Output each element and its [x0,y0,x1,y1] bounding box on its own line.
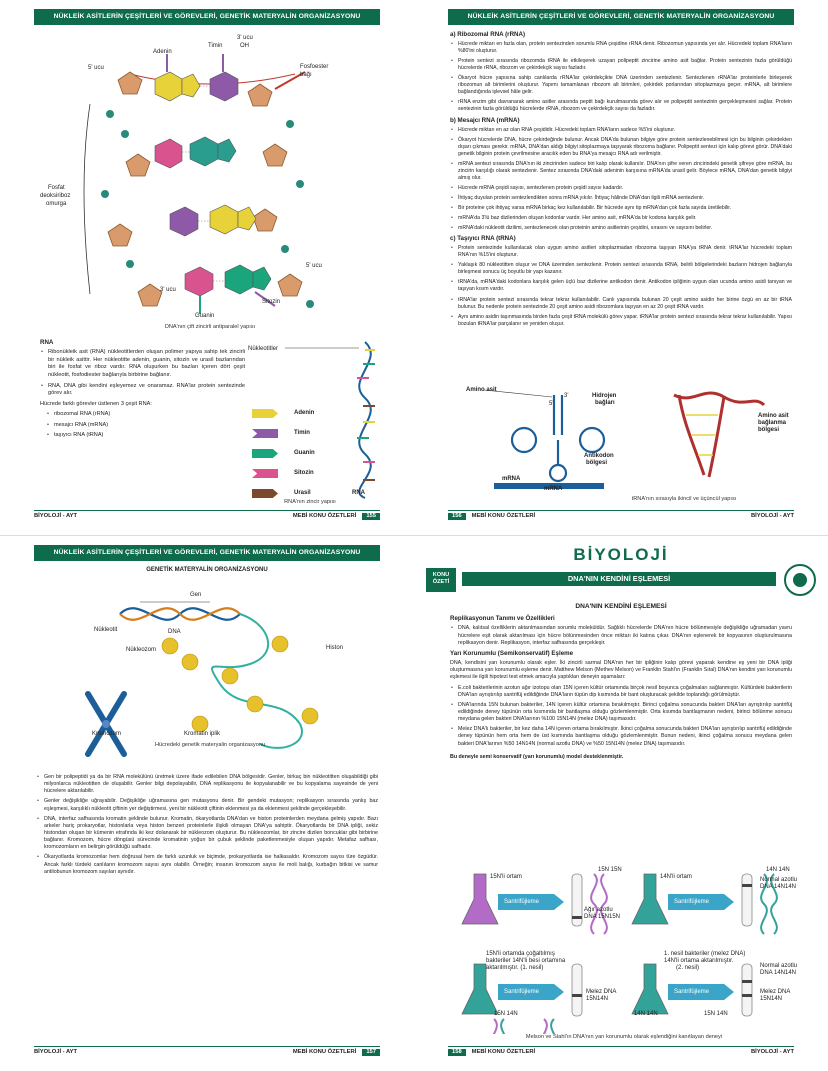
fig-nesil2-b: 14N'li ortama aktarılmıştır. [664,958,734,964]
label-timin: Timin [208,43,223,49]
rna-paragraph: • RNA, DNA gibi kendini eşleyemez ve onaramaz. RNA'lar protein sentezinde görev alır. [40,383,245,398]
genetic-item: • Gen bir polipeptidi ya da bir RNA molekülünü üretmek üzere ifade edilebilen DNA bölgesidir. Genler, birkaç bin nükleotitten oluşabildiği gibi milyonlarca nükleotitten de oluşabilir. Genler bilgi depolayabilir, DNA replikasyonu ile kopyalanabilir ve bu kopyalama sayesinde de yeni hücrelere aktarılabilir. [36,774,378,795]
arrow-icon [252,449,278,458]
legend-item-sitozin [252,465,332,485]
arrow-icon [252,469,278,478]
footer-series: MEBİ KONU ÖZETLERİ [292,512,357,519]
trna-item: • Yaklaşık 80 nükleotitten oluşur ve DNA üzerinden sentezlenir. Protein sentezi sırasında tRNA, belirli bölgelerindeki bazların hidrojen bağlarıyla birleşmesi sonucu üç boyutlu bir yapı kazanır. [450,262,792,276]
arrow-icon [252,489,278,498]
genetic-item: • DNA, interfaz safhasında kromatin şeklinde bulunur. Kromatin, ökaryotlarda DNA'dan ve histon proteinlerden meydana gelmiş yapıdır. Bazı arkeler hariç prokaryotlar, histonlarla veya histon benzeri proteinlerle ilişkili olmayan DNA'ya sahiptir. Ökaryotlarda bir DNA ipliği, sekiz histondan oluşan bir kümenin etrafında iki kez dolanarak bir nükleozom oluşturur. Bu nükleozomlar, bir zincire dizilen boncuklar gibi birbirine bağlanır. Kromozom, hücre döngüsü sürecinde kromatinin yoğun bir çubuk şeklinde paketlenmesiyle oluşan yapıdır. Metafaz safhası, kromozomların en belirgin görüldüğü safhadır. [36,816,378,852]
s2-item: • E.coli bakterilerinin azotun ağır izotopu olan 15N içeren kültür ortamında birçok nesil boyunca çoğalmaları sağlanmıştır. Kültürdeki bakterilerin DNA'ları ayrıştırılıp santrifüj edildiğinde DNA'ların tüpün dip kısmında bir bant oluşturacak şekilde toplandığı görülmüştür. [450,685,792,699]
label-fosfoester: Fosfoester [300,64,329,70]
rna-list-intro: Hücrede farklı görevler üstlenen 3 çeşit RNA: [40,400,152,407]
mrna-heading: b) Mesajcı RNA (mRNA) [450,116,520,124]
fig-melez-2: Melez DNA [760,989,791,995]
konu-line-2: ÖZETİ [432,579,450,585]
label-guanin: Guanin [195,313,215,319]
label-baglari: bağları [595,400,615,406]
replication-text [450,612,792,764]
mrna-list [450,127,792,232]
fig-cogaltilmis-1: 15N'li ortamda çoğaltılmış [486,951,555,957]
konu-line-1: KONU [432,572,450,578]
label-kromatin: Kromatin iplik [184,731,221,737]
legend-label: Adenin [294,410,315,416]
rna-paragraph-list [40,349,245,397]
fig-dna-1414: DNA 14N14N [760,884,797,890]
label-5-ucu-bottom: 5' ucu [306,263,322,269]
fig-n15n15: 15N 15N [598,867,622,873]
label-dna: DNA [168,629,181,635]
genetic-caption: Hücredeki genetik materyalin organizasyonu [154,742,266,748]
fig-nesil2-a: 1. nesil bakteriler (melez DNA) [664,951,746,957]
page-header-bar: NÜKLEİK ASİTLERİN ÇEŞİTLERİ VE GÖREVLERİ, GENETİK MATERYALİN ORGANİZASYONU [34,9,380,25]
s2-item: • Melez DNA'lı bakteriler, bir kez daha 14N içeren ortama bırakılmıştır. İkinci çoğalma sonucunda bakteri DNA'ları ayrıştırılıp santrifüj edildiğinde deney tüpünün hem orta hem de üst kısmında bantlaşma olduğu gözlemlenmiştir. Bunun nedeni, ikinci çoğalma sonucu meydana gelen bakteri DNA'larının %50 14N14N (normal azotlu DNA) ve %50 15N14N (melez DNA) taşımasıdır. [450,726,792,747]
s1-heading: Replikasyonun Tanımı ve Özellikleri [450,615,555,622]
nucleotide-legend [252,405,332,505]
label-deoksiriboz: deoksiriboz [40,193,71,199]
fig-n14-ortam: 14N'li ortam [660,874,692,880]
fig-melez-2b: 15N14N [760,996,783,1002]
trna-caption: tRNA'nın sırasıyla ikincil ve üçüncül yapısı [631,496,737,502]
rrna-item: • rRNA enzim gibi davranarak amino asitler arasında peptit bağı kurulmasında görev alır ve polipeptit sentezinin gerçekleşmesini sağlar. Protein sentezinin fazla görüldüğü hücrelerde rRNA, ribozom ve çekirdekçik sayısı da fazladır. [450,99,792,113]
page-number: 155 [362,513,380,521]
label-adenin: Adenin [153,49,172,55]
legend-label: Urasil [294,490,311,496]
label-nukleotit: Nükleotit [94,627,118,633]
section-title: DNA'NIN KENDİNİ EŞLEMESİ [575,603,667,610]
footer-series: MEBİ KONU ÖZETLERİ [292,1048,357,1055]
rrna-heading: a) Ribozomal RNA (rRNA) [450,31,526,38]
rna-type-item: • ribozomal RNA (rRNA) [46,411,245,419]
footer-subject: BİYOLOJİ - AYT [750,1048,794,1055]
fig-n15n14-b: 15N 14N [704,1011,728,1017]
legend-label: Timin [294,430,310,436]
rna-paragraph: • Ribonükleik asit (RNA) nükleotitlerden oluşan polimer yapıya sahip tek zincirli bir nükleik asittir. Her nükleotitte adenin, guanin, sitozin ve urasil bazlarından biri ile fosfat ve riboz vardır. RNA oluşurken bu bazları içeren dört çeşit nükleotit, fosfodiester bağlarıyla birbirine bağlanır. [40,349,245,379]
rna-types-list [40,411,245,440]
label-5-ucu: 5' ucu [88,65,104,71]
page-footer [34,1046,380,1058]
label-nukleozom: Nükleozom [126,647,157,653]
trna-item: • Aynı amino asidin taşınmasında birden fazla çeşit tRNA molekülü görev yapar. tRNA'lar protein sentezi sırasında tekrar tekrar kullanılabilir. Yapısı bozulan tRNA'lar parçalanır ve yeniden oluşur. [450,314,792,328]
fig-n14n14-b: 14N 14N [634,1011,658,1017]
footer-subject: BİYOLOJİ - AYT [34,512,78,519]
label-bagi: bağı [300,72,312,78]
label-hidrojen: Hidrojen [592,393,617,399]
trna-item: • tRNA'lar protein sentezi sırasında tekrar tekrar kullanılabilir. Canlı yapısında bulunan 20 çeşit amino asidin her birine özgü en az bir tRNA bulunur. Bu nedenle protein sentezinde 20 çeşit amino asidi ribozomlara taşıyan en az 20 çeşit tRNA vardır. [450,297,792,311]
label-kromozom: Kromozom [92,731,122,737]
rrna-list [450,41,792,113]
page-157 [0,536,414,1071]
footer-subject: BİYOLOJİ - AYT [34,1048,78,1055]
label-aa-baglanma-3: bölgesi [758,427,780,433]
mrna-item: • Hücrede miktarı en az olan RNA çeşididir. Hücredeki toplam RNA'ların sadece %5'ini oluşturur. [450,127,792,134]
label-fosfat: Fosfat [48,185,65,191]
footer-subject: BİYOLOJİ - AYT [750,512,794,519]
mrna-item: • Ökaryot hücrelerde DNA, hücre çekirdeğinde bulunur. Ancak DNA'da bulunan bilgiye göre protein sentezlenebilmesi için bu bilginin çekirdekten dışarı çıkması gerekir. mRNA, DNA'dan aldığı bilgiyi sitoplazmaya taşıyarak ribozoma bağlanır. Polipeptit sentezi için kalıp görevi görür. DNA'daki genetik bilginin protein çevrilmesine aracılık eden bu RNA'ya mesajcı RNA adı verilmiştir. [450,137,792,158]
fig-melez-1: Melez DNA [586,989,617,995]
page-footer [448,510,794,522]
trna-item: • tRNA'da, mRNA'daki kodonlara karşılık gelen üçlü baz dizilerine antikodon denir. Antikodon ipliğinin uygun olan ucunda amino asidi tanıyan ve taşıyan kısım vardır. [450,279,792,293]
label-3-prime: 3' [564,393,569,399]
fig-n14n14: 14N 14N [766,867,790,873]
dna-caption: DNA'nın çift zincirli antiparalel yapısı [164,324,256,330]
fig-santrifuj-3: Santrifüjleme [504,989,540,995]
page-number: 157 [362,1049,380,1057]
label-mrna-2: mRNA [544,486,563,492]
mrna-item: • Hücrede mRNA çeşidi sayısı, sentezlenen protein çeşidi sayısı kadardır. [450,185,792,192]
label-oh: OH [240,43,249,49]
mrna-item: • mRNA'daki nükleotit dizilimi, sentezlenecek olan proteinin amino asitlerinin çeşidini, sırasını ve sayısını belirler. [450,225,792,232]
mrna-item: • mRNA'da 3'lü baz dizilerinden oluşan kodonlar vardır. Her amino asit, mRNA'da bir kodona karşılık gelir. [450,215,792,222]
fig-n15n14: 15N 14N [494,1011,518,1017]
fig-dna-1515: DNA 15N15N [584,914,621,920]
s2-item: • DNA'larında 15N bulunan bakteriler, 14N içeren kültür ortamına bırakılmıştır. Birinci çoğalma sonucunda bakteri DNA'ları ayrıştırılıp santrifüj edildiğinde deney tüpünün orta kısmında bir bantlaşma olduğu gözlemlenmiştir. Orta kısımda bantlaşmanın nedeni, birinci bölünme sonucu meydana gelen bakteri DNA'larının %100 15N14N (melez DNA) taşımasıdır. [450,702,792,723]
legend-item-guanin [252,445,332,465]
s2-list [450,685,792,748]
rrna-item: • Ökaryot hücre yapısına sahip canlılarda rRNA'lar çekirdekçikte DNA üzerinden sentezlenir. Sentezlenen rRNA'lar proteinlerle birleşerek ribozomun alt birimlerini oluşturur. Yapımı tamamlanan ribozom alt birimleri, çekirdek porlarından sitoplazmaya geçer. mRNA, alt birimlere bağlandığında işlevsel hâle gelir. [450,75,792,96]
mrna-item: • mRNA sentezi sırasında DNA'nın iki zincirinden sadece biri kalıp olarak kullanılır. DNA'nın şifre veren zincirindeki genetik şifreye göre mRNA, bu zincirin karşılığı olarak sentezlenir. Sentez sırasında DNA'daki adeninin karşısına mRNA'da urasil gelir. Böylece mRNA, DNA'dan genetik bilgiyi almış olur. [450,161,792,182]
konu-ozeti-tag [426,568,456,592]
mrna-item: • İhtiyaç duyulan protein sentezlendikten sonra mRNA yıkılır. İhtiyaç hâlinde DNA'dan ilgili mRNA sentezlenir. [450,195,792,202]
legend-label: Guanin [294,450,315,456]
figure-title: GENETİK MATERYALİN ORGANİZASYONU [146,567,268,573]
genetic-item: • Ökaryotlarda kromozomlar hem doğrusal hem de farklı uzunluk ve biçimde, prokaryotlarda ise halkasaldır. Kromozom sayısı türe özgüdür. Ancak farklı türdeki canlıların kromozom sayısı aynı olabilir. Örneğin; insanın kromozom sayısı ile moli balığı, kurbağın bitkisi ve samur antilobunun kromozom sayıları aynıdır. [36,854,378,875]
rna-heading: RNA [40,339,54,346]
footer-series: MEBİ KONU ÖZETLERİ [471,1048,536,1055]
page-155 [0,0,414,535]
legend-item-adenin [252,405,332,425]
fig-agir-azotlu: Ağır azotlu [584,907,613,913]
fig-n15-ortam: 15N'li ortam [490,874,522,880]
brand-title: BİYOLOJİ [573,545,669,564]
conclusion: Bu deneyle semi konservatif (yarı korunumlu) model desteklenmiştir. [450,753,624,760]
fig-normal-azotlu: Normal azotlu [760,877,798,883]
rna-caption: RNA'nın zincir yapısı [284,499,336,505]
fig-santrifuj-2: Santrifüjleme [674,899,710,905]
topic-band: DNA'NIN KENDİNİ EŞLEMESİ [462,572,776,586]
label-antikodon: Antikodon [584,453,614,459]
label-sitozin: Sitozin [262,299,281,305]
label-aa-baglanma-2: bağlanma [758,420,787,426]
rna-type-item: • taşıyıcı RNA (tRNA) [46,432,245,440]
page-158 [414,536,828,1071]
s2-intro: DNA, kendisini yarı korunumlu olarak eşler. İki zincirli sarmal DNA'nın her bir ipliğinin kalıp görevi yaparak kendine eş yeni bir DNA ipliği oluşturmasına yarı korunumlu eşleme denir. Matthew Melson (Methev Melson) ve Franklin Stahl'ın (Franklin Sıtal) DNA'nın kendini yarı korunumlu eşlemesi ile ilgili hipotezi test etmek amacıyla yaptıkları deneyin aşamaları: [450,660,792,681]
trna-list [450,245,792,327]
trna-item: • Protein sentezinde kullanılacak olan uygun amino asitleri sitoplazmadan ribozoma taşıyan RNA'ya tRNA denir. tRNA'lar hücredeki toplam RNA'nın %15'ini oluşturur. [450,245,792,259]
genetic-list [36,774,378,876]
footer-series: MEBİ KONU ÖZETLERİ [471,512,536,519]
rna-type-item: • mesajcı RNA (mRNA) [46,422,245,430]
page-header-bar: NÜKLEİK ASİTLERİN ÇEŞİTLERİ VE GÖREVLERİ, GENETİK MATERYALİN ORGANİZASYONU [448,9,794,25]
label-mrna-1: mRNA [502,476,521,482]
fig-melez-1b: 15N14N [586,996,609,1002]
genetic-item: • Genler değişikliğe uğrayabilir. Değişikliğe uğramasına gen mutasyonu denir. Bir gendeki mutasyon; replikasyon sırasında yanlış baz eşleşmesi, karşılıklı nükleotit çiftinin yer değiştirmesi, yeni bir nükleotit çiftinin eklenmesi ya da eklenmesi şeklinde gerçekleşebilir. [36,798,378,812]
label-nukleotitler: Nükleotitler [248,346,279,352]
s2-heading: Yarı Korunumlu (Semikonservatif) Eşleme [450,649,574,657]
fig-nesil2-c: (2. nesil) [676,965,700,971]
label-5-prime: 5' [549,401,554,407]
legend-label: Sitozin [294,470,314,476]
page-156 [414,0,828,535]
legend-item-timin [252,425,332,445]
ministry-seal-icon [784,564,816,596]
page-footer [448,1046,794,1058]
genetic-text [36,774,378,879]
label-3-ucu: 3' ucu [237,35,253,41]
label-rna: RNA [352,490,365,496]
fig-santrifuj-4: Santrifüjleme [674,989,710,995]
label-omurga: omurga [46,201,67,207]
fig-normal-2: Normal azotlu [760,963,798,969]
rna-section [40,336,245,443]
page-header-bar: NÜKLEİK ASİTLERİN ÇEŞİTLERİ VE GÖREVLERİ, GENETİK MATERYALİN ORGANİZASYONU [34,545,380,561]
page-number: 156 [448,513,466,521]
label-histon: Histon [326,645,344,651]
dna-structure-diagram [60,34,360,324]
label-3-ucu-bottom: 3' ucu [160,287,176,293]
label-gen: Gen [190,592,202,598]
fig-cogaltilmis-2: bakteriler 14N'li besi ortamına [486,958,566,964]
experiment-caption: Melson ve Stahl'ın DNA'nın yarı korunumlu olarak eşlendiğini kanıtlayan deneyi [525,1034,723,1040]
label-bolgesi: bölgesi [586,460,608,466]
s1-item: • DNA, kalıtsal özelliklerin aktarılmasından sorumlu moleküldür. Sağlıklı hücrelerde DNA'nın hücre bölünmesiyle değişikliğe uğramadan yavru hücrelere eşit olarak aktarılması için hücre bölünmesinden önce miktarı iki katına çıkar. DNA'nın eşlenerek bir kopyasının oluşturulmasına replikasyon denir. Replikasyon, interfaz safhasında gerçekleşir. [450,625,792,646]
fig-cogaltilmis-3: aktarılmıştır. (1. nesil) [486,965,544,971]
mrna-item: • Bir proteine çok ihtiyaç varsa mRNA birkaç kez kullanılabilir. Bir hücrede aynı tip mRNA'dan çok fazla sayıda üretilebilir. [450,205,792,212]
rna-types-text [450,28,792,331]
rrna-item: • Hücrede miktarı en fazla olan, protein sentezinden sorumlu RNA çeşidine rRNA denir. Ribozomun yapısında yer alır. Hücredeki toplam RNA'ların %80'ini oluşturur. [450,41,792,55]
label-aa-baglanma-1: Amino asit [758,413,789,419]
page-number: 158 [448,1049,466,1057]
arrow-icon [252,429,278,438]
label-amino-asit: Amino asit [466,387,497,393]
rrna-item: • Protein sentezi sırasında ribozomda tRNA ile etkileşerek uzayan polipeptit zincirine amino asit bağlar. Protein sentezinin fazla görüldüğü hücrelerde rRNA, ribozom ve çekirdekçik sayısı fazladır. [450,58,792,72]
arrow-icon [252,409,278,418]
s1-list [450,625,792,646]
fig-normal-2b: DNA 14N14N [760,970,797,976]
trna-heading: c) Taşıyıcı RNA (tRNA) [450,235,516,243]
page-footer [34,510,380,522]
fig-santrifuj-1: Santrifüjleme [504,899,540,905]
